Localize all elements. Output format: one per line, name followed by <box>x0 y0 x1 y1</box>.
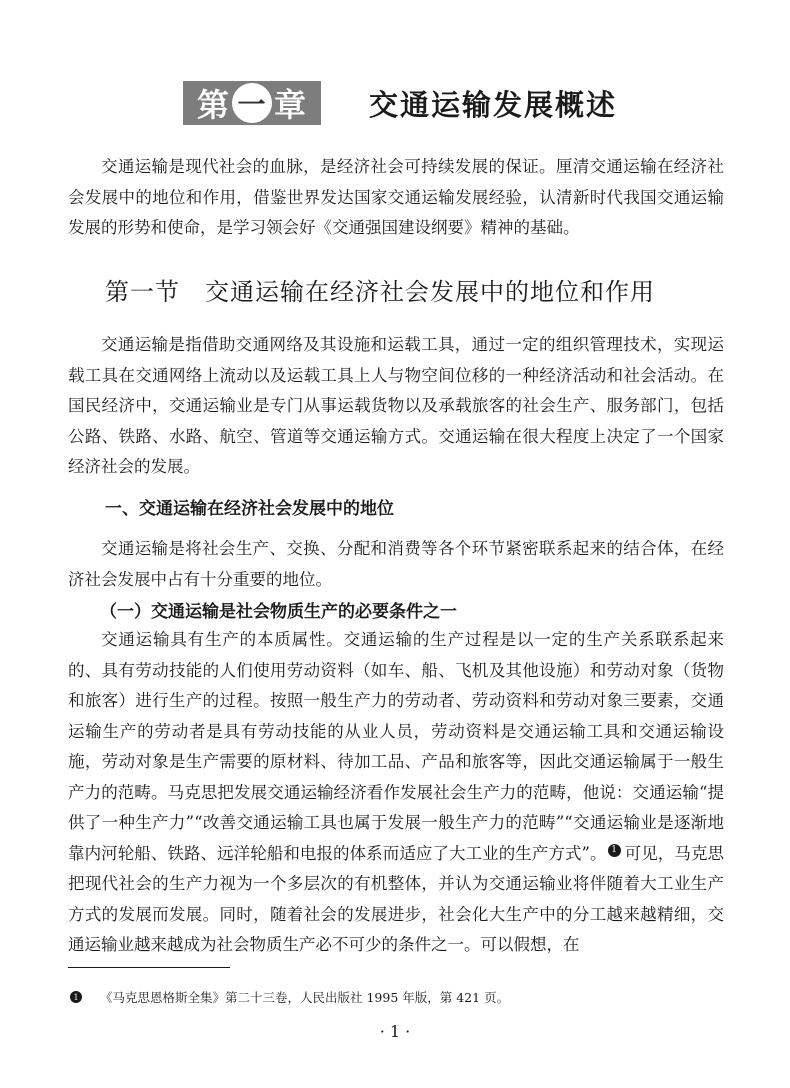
section-title: 第一节 交通运输在经济社会发展中的地位和作用 <box>105 278 655 306</box>
footnote <box>70 988 509 1006</box>
chapter-title: 交通运输发展概述 <box>369 87 618 122</box>
position-block <box>68 534 724 595</box>
section-intro-block <box>68 330 724 483</box>
intro-block <box>68 152 724 244</box>
chapter-suffix: 章 <box>274 86 308 124</box>
footnote-mark: 1 <box>70 991 82 1003</box>
footnote-divider <box>68 967 230 968</box>
production-text-part2: 可见，马克思把现代社会的生产力视为一个多层次的有机整体，并认为交通运输业将伴随着大工业生产方式的发展而发展。同时，随着社会的发展进步，社会化大生产中的分工越来越精细，交通运输业越来越成为社会物质生产必不可少的条件之一。可以假想，在 <box>68 843 725 954</box>
chapter-prefix: 第 <box>197 86 231 124</box>
footnote-reference-mark[interactable]: 1 <box>608 844 621 857</box>
chapter-number: 一 <box>232 83 272 123</box>
production-block <box>68 625 724 961</box>
heading-production-condition: （一）交通运输是社会物质生产的必要条件之一 <box>100 602 457 622</box>
intro-paragraph: 交通运输是现代社会的血脉，是经济社会可持续发展的保证。厘清交通运输在经济社会发展中的地位和作用，借鉴世界发达国家交通运输发展经验，认清新时代我国交通运输发展的形势和使命，是学习领会好《交通强国建设纲要》精神的基础。 <box>68 157 724 237</box>
chapter-badge <box>183 81 321 125</box>
footnote-text: 《马克思恩格斯全集》第二十三卷，人民出版社 1995 年版，第 421 页。 <box>100 990 510 1005</box>
production-paragraph <box>68 625 724 961</box>
page-number: · 1 · <box>379 1022 411 1041</box>
chapter-header <box>183 80 617 126</box>
position-paragraph: 交通运输是将社会生产、交换、分配和消费等各个环节紧密联系起来的结合体，在经济社会发展中占有十分重要的地位。 <box>68 539 724 589</box>
section-paragraph: 交通运输是指借助交通网络及其设施和运载工具，通过一定的组织管理技术，实现运载工具在交通网络上流动以及运载工具上人与物空间位移的一种经济活动和社会活动。在国民经济中，交通运输业是专门从事运载货物以及承载旅客的社会生产、服务部门，包括公路、铁路、水路、航空、管道等交通运输方式。交通运输在很大程度上决定了一个国家经济社会的发展。 <box>68 335 724 476</box>
heading-position: 一、交通运输在经济社会发展中的地位 <box>105 499 394 519</box>
production-text-part1: 交通运输具有生产的本质属性。交通运输的生产过程是以一定的生产关系联系起来的、具有劳动技能的人们使用劳动资料（如车、船、飞机及其他设施）和劳动对象（货物和旅客）进行生产的过程。按照一般生产力的劳动者、劳动资料和劳动对象三要素，交通运输生产的劳动者是具有劳动技能的从业人员，劳动资料是交通运输工具和交通运输设施，劳动对象是生产需要的原材料、待加工品、产品和旅客等，因此交通运输属于一般生产力的范畴。马克思把发展交通运输经济看作发展社会生产力的范畴，他说：交通运输“提供了一种生产力”“改善交通运输工具也属于发展一般生产力的范畴”“交通运输业是逐渐地靠内河轮船、铁路、远洋轮船和电报的体系而适应了大工业的生产方式”。 <box>68 630 724 863</box>
